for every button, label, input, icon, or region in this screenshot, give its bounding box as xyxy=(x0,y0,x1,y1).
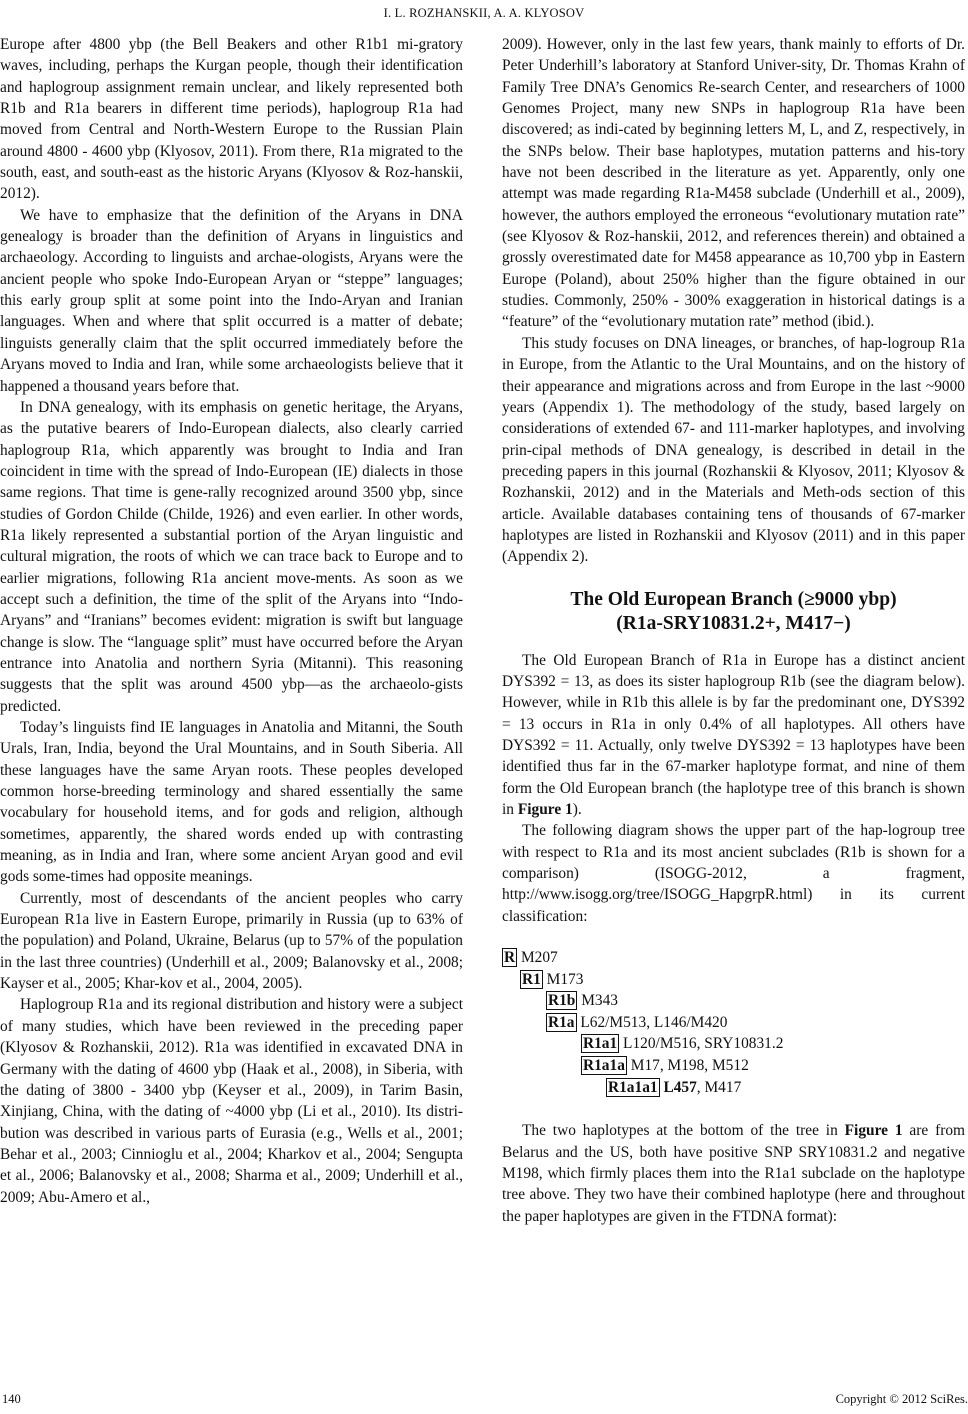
tree-node-label: R1a1a1 xyxy=(608,1078,658,1096)
right-column xyxy=(502,34,965,1227)
paragraph: The following diagram shows the upper part of the hap-logroup tree with respect to R1a and its most ancient subclades (R1b is shown for a comparison) (ISOGG-2012, a fragment, http://www.isogg.org/tree/ISOGG_HapgrpR.html) in its current classification: xyxy=(502,822,965,925)
tree-node-snps: L120/M516, SRY10831.2 xyxy=(619,1035,784,1053)
paragraph: 2009). However, only in the last few years, thank mainly to efforts of Dr. Peter Underhill’s laboratory at Stanford Univer-sity, Dr. Thomas Krahn of Family Tree DNA’s Genomics Re-search Center, and researchers of 1000 Genomes Project, many new SNPs in haplogroup R1a have been discovered; as indi-cated by beginning letters M, L, and Z, respectively, in the SNPs below. Their base haplotypes, mutation patterns and his-tory have not been described in the literature as yet. Apparently, only one attempt was made regarding R1a-M458 subclade (Underhill et al., 2009), however, the authors employed the erroneous “evolutionary mutation rate” (see Klyosov & Roz-hanskii, 2012, and references therein) and obtained a grossly overestimated date for M458 appearance as 10,700 ybp in Eastern Europe (Poland), about 250% higher than the figure obtained in our studies. Commonly, 250% - 300% exaggeration in historical datings is a “feature” of the “evolutionary mutation rate” method (ibid.). xyxy=(502,36,965,331)
page-number: 140 xyxy=(2,1392,21,1406)
paragraph: In DNA genealogy, with its emphasis on genetic heritage, the Aryans, as the putative bearers of Indo-European dialects, also clearly carried haplogroup R1a, which apparently was brought to India and Iran coincident in time with the spread of Indo-European (IE) dialects in those same regions. That time is gene-rally recognized around 3500 ybp, since studies of Gordon Childe (Childe, 1926) and even earlier. In other words, R1a likely represented a substantial portion of the Aryan linguistic and cultural migration, the roots of which we can trace back to Europe and to earlier migrations, following R1a ancient move-ments. As soon as we accept such a definition, the time of the split of the Aryans into “Indo-Aryans” and “Iranians” becomes evident: migration is swift but language change is slow. The “language split” must have occurred before the Aryan entrance into Anatolia and northern Syria (Mitanni). This reasoning suggests that the split was around 4500 ybp—as the archaeolo-gists predicted. xyxy=(0,398,463,715)
tree-node-snps: , M417 xyxy=(696,1078,742,1096)
paragraph: Today’s linguists find IE languages in Anatolia and Mitanni, the South Urals, Iran, India, beyond the Ural Mountains, and in South Siberia. All these languages have the same Aryan roots. These peoples developed common horse-breeding terminology and shared essentially the same vocabulary for household items, and for gods and religion, although sometimes, apparently, the shared words ended up with contrasting meaning, as in India and Iran, where some ancient Aryan good and evil gods some-times had opposite meanings. xyxy=(0,719,463,886)
tree-node xyxy=(502,990,965,1012)
tree-node-label: R1 xyxy=(522,970,541,988)
tree-node-label: R1a xyxy=(548,1013,575,1031)
tree-node xyxy=(502,969,965,991)
figure-reference: Figure 1 xyxy=(844,1122,903,1140)
tree-node xyxy=(502,1012,965,1034)
paragraph-text: The Old European Branch of R1a in Europe has a distinct ancient DYS392 = 13, as does its sister haplogroup R1b (see the diagram below). However, while in R1b this allele is by far the predominant one, DYS392 = 13 occurs in R1a in only 0.4% of all haplotypes. All others have DYS392 = 11. Actually, only twelve DYS392 = 13 haplotypes have been identified thus far in the 67-marker haplotype format, and nine of them form the Old European branch (the haplotype tree of this branch is shown in xyxy=(502,651,965,818)
paragraph: Currently, most of descendants of the ancient peoples who carry European R1a live in Eastern Europe, primarily in Russia (up to 63% of the population) and Poland, Ukraine, Belarus (up to 57% of the population in the last three countries) (Underhill et al., 2009; Balanovsky et al., 2008; Kayser et al., 2005; Khar-kov et al., 2004, 2005). xyxy=(0,889,463,993)
copyright-notice: Copyright © 2012 SciRes. xyxy=(835,1392,968,1406)
tree-node-snps: M173 xyxy=(542,970,584,988)
paragraph: We have to emphasize that the definition of the Aryans in DNA genealogy is broader than the definition of Aryans in linguistics and archaeology. According to linguists and archae-ologists, Aryans were the ancient people who spoke Indo-European Aryan or “steppe” languages; this early group split at some point into the Indo-Aryan and Iranian languages. When and where that split occurred is a matter of debate; linguists generally claim that the split occurred immediately before the Aryans moved to India and Iran, while some archaeologists believe that it happened a thousand years before that. xyxy=(0,206,463,395)
paragraph xyxy=(502,650,965,821)
tree-node-label: R1a1 xyxy=(583,1035,618,1053)
running-header: I. L. ROZHANSKII, A. A. KLYOSOV xyxy=(383,6,585,20)
tree-node-label: R1a1a xyxy=(583,1057,625,1075)
figure-reference: Figure 1 xyxy=(517,801,573,818)
paragraph-text: are from Belarus and the US, both have positive SNP SRY10831.2 and negative M198, which firmly places them into the R1a1 subclade on the haplotype tree above. They two have their combined haplotype (here and throughout the paper haplotypes are given in the FTDNA format): xyxy=(502,1122,965,1225)
tree-node xyxy=(502,1033,965,1055)
section-heading-line-1: The Old European Branch (≥9000 ybp) xyxy=(570,588,897,610)
haplogroup-tree xyxy=(502,947,965,1098)
left-column xyxy=(0,34,463,1208)
paragraph-text: The two haplotypes at the bottom of the tree in xyxy=(522,1122,845,1140)
paragraph: Europe after 4800 ybp (the Bell Beakers and other R1b1 mi-gratory waves, including, perhaps the Kurgan people, though their identification and haplogroup assignment remain unclear, and likely represented both R1b and R1a bearers in different time periods), haplogroup R1a had moved from Central and North-Western Europe to the Russian Plain around 4800 - 4600 ybp (Klyosov, 2011). From there, R1a migrated to the south, east, and south-east as the historic Aryans (Klyosov & Roz-hanskii, 2012). xyxy=(0,36,463,203)
section-heading-line-2: (R1a-SRY10831.2+, M417−) xyxy=(616,612,851,634)
tree-node-label: R1b xyxy=(548,992,576,1010)
paragraph xyxy=(502,1120,965,1227)
tree-node-snp-bold: L457 xyxy=(659,1078,697,1096)
tree-node xyxy=(502,1055,965,1077)
section-heading xyxy=(502,588,965,636)
tree-node-snps: L62/M513, L146/M420 xyxy=(576,1013,728,1031)
tree-node-snps: M17, M198, M512 xyxy=(626,1057,749,1075)
tree-node xyxy=(502,947,965,969)
tree-node-snps: M207 xyxy=(517,949,558,967)
paragraph-text: ). xyxy=(572,801,582,818)
spacer xyxy=(502,1098,965,1120)
tree-node-label: R xyxy=(504,949,516,967)
paragraph: This study focuses on DNA lineages, or branches, of hap-logroup R1a in Europe, from the Atlantic to the Ural Mountains, and on the history of their appearance and migrations across and from Europe in the last ~9000 years (Appendix 1). The methodology of the study, based largely on considerations of extended 67- and 111-marker haplotypes, and involving prin-cipal methods of DNA genealogy, is described in detail in the preceding papers in this journal (Rozhanskii & Klyosov, 2011; Klyosov & Rozhanskii, 2012) and in the Materials and Meth-ods section of this article. Available databases containing tens of thousands of 67-marker haplotypes are listed in Rozhanskii and Klyosov (2011) and in this paper (Appendix 2). xyxy=(502,334,965,566)
tree-node-snps: M343 xyxy=(577,992,618,1010)
tree-node xyxy=(502,1077,965,1099)
paragraph: Haplogroup R1a and its regional distribution and history were a subject of many studies, which have been reviewed in the preceding paper (Klyosov & Rozhanskii, 2012). R1a was identified in excavated DNA in Germany with the dating of 4600 ybp (Haak et al., 2008), in Siberia, with the dating of 3800 - 3400 ybp (Keyser et al., 2009), in Tarim Basin, Xinjiang, China, with the dating of ~4000 ybp (Li et al., 2010). Its distri-bution was described in various parts of Eurasia (e.g., Wells et al., 2001; Behar et al., 2003; Cinnioglu et al., 2004; Kharkov et al., 2004; Sengupta et al., 2006; Balanovsky et al., 2008; Sharma et al., 2009; Underhill et al., 2009; Abu-Amero et al., xyxy=(0,996,463,1206)
